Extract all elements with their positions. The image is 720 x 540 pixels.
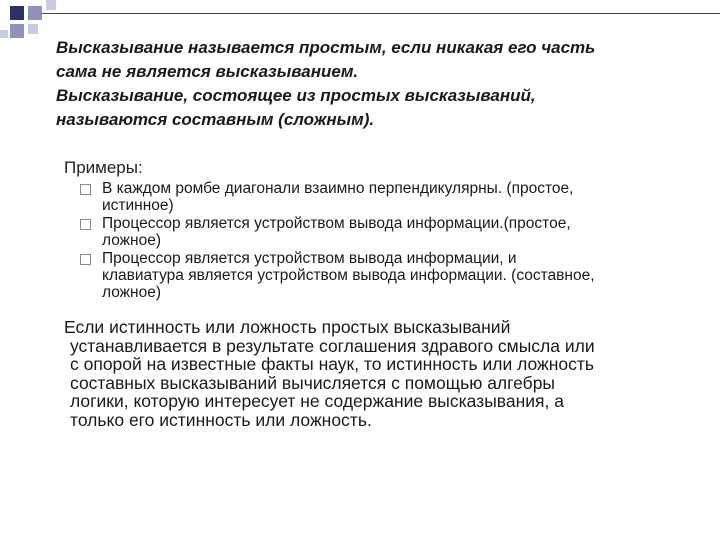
- paragraph-line: только его истинность или ложность.: [70, 409, 372, 430]
- list-item: [80, 250, 690, 301]
- checkbox-bullet-icon: [80, 219, 91, 230]
- checkbox-bullet-icon: [80, 184, 91, 195]
- deco-square-icon: [28, 24, 38, 34]
- list-item-text: ложное): [102, 232, 161, 249]
- list-item-text: Процессор является устройством вывода информации, и: [102, 250, 517, 267]
- paragraph-line: устанавливается в результате соглашения здравого смысла или: [70, 335, 595, 356]
- list-item-text: В каждом ромбе диагонали взаимно перпендикулярны. (простое,: [102, 180, 574, 197]
- list-item: [80, 215, 690, 249]
- deco-square-icon: [10, 24, 24, 38]
- list-item-text: ложное): [102, 284, 161, 301]
- examples-heading: Примеры:: [64, 158, 143, 177]
- paragraph-line: логики, которую интересует не содержание высказывания, а: [70, 391, 564, 411]
- list-item-text: истинное): [102, 197, 174, 214]
- explanation-paragraph: [64, 318, 704, 429]
- deco-square-icon: [0, 30, 8, 38]
- intro-line: сама не является высказыванием.: [56, 62, 359, 81]
- intro-line: называются составным (сложным).: [56, 110, 375, 129]
- intro-line: Высказывание, состоящее из простых высказываний,: [56, 86, 536, 105]
- examples-list: [80, 180, 690, 302]
- intro-line: Высказывание называется простым, если никакая его часть: [56, 38, 596, 57]
- paragraph-line: составных высказываний вычисляется с помощью алгебры: [70, 372, 556, 393]
- list-item-text: клавиатура является устройством вывода информации. (составное,: [102, 267, 595, 284]
- paragraph-line: Если истинность или ложность простых высказываний: [64, 317, 511, 337]
- paragraph-line: с опорой на известные факты наук, то истинность или ложность: [70, 354, 595, 374]
- intro-definition: [56, 36, 706, 132]
- top-rule: [42, 13, 720, 14]
- list-item-text: Процессор является устройством вывода информации.(простое,: [102, 215, 571, 232]
- checkbox-bullet-icon: [80, 254, 91, 265]
- deco-square-icon: [46, 0, 56, 10]
- deco-square-icon: [10, 6, 24, 20]
- deco-square-icon: [28, 6, 42, 20]
- list-item: [80, 180, 690, 214]
